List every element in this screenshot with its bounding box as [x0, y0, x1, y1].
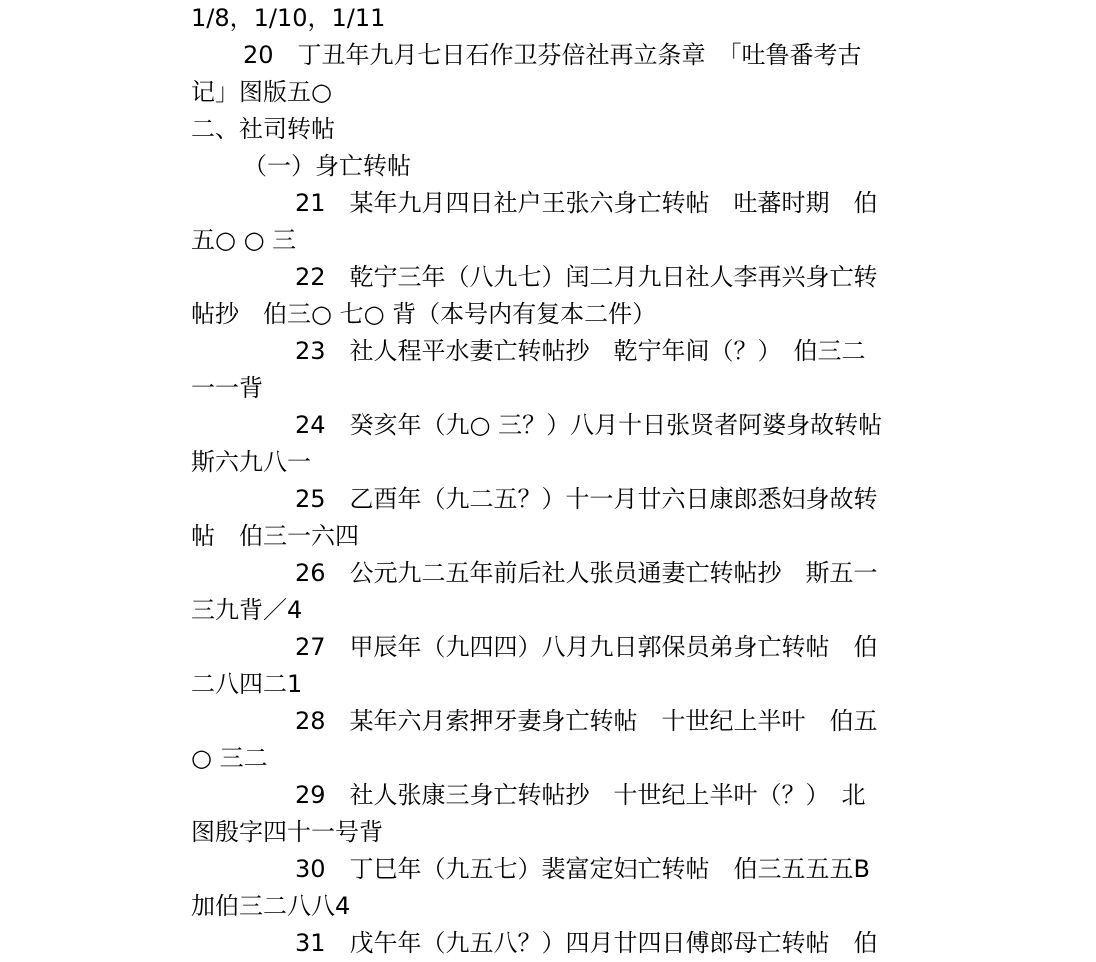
text-line: 帖抄 伯三○ 七○ 背（本号内有复本二件） [191, 300, 657, 328]
text-line: ○ 三二 [191, 744, 268, 772]
text-line: 28 某年六月索押牙妻身亡转帖 十世纪上半叶 伯五 [295, 707, 878, 735]
text-line: 31 戊午年（九五八？）四月廿四日傅郎母亡转帖 伯 [295, 929, 878, 957]
document-page [191, 0, 931, 962]
text-line: 21 某年九月四日社户王张六身亡转帖 吐蕃时期 伯 [295, 189, 878, 217]
text-line: 图殷字四十一号背 [191, 818, 383, 846]
text-line: 30 丁巳年（九五七）裴富定妇亡转帖 伯三五五五B [295, 855, 871, 883]
text-line: 三九背／4 [191, 596, 303, 624]
text-line: 23 社人程平水妻亡转帖抄 乾宁年间（？） 伯三二 [295, 337, 866, 365]
text-line: 1/8，1/10，1/11 [191, 4, 386, 32]
text-line: 斯六九八一 [191, 448, 311, 476]
text-line: 五○ ○ 三 [191, 226, 297, 254]
text-line: 记」图版五○ [191, 78, 332, 106]
text-line: 加伯三二八八4 [191, 892, 351, 920]
text-line: 24 癸亥年（九○ 三？）八月十日张贤者阿婆身故转帖 [295, 411, 883, 439]
text-line: 二八四二1 [191, 670, 303, 698]
text-line: 25 乙酉年（九二五？）十一月廿六日康郎悉妇身故转 [295, 485, 878, 513]
text-line: 20 丁丑年九月七日石作卫芬倍社再立条章 「吐鲁番考古 [243, 41, 862, 69]
text-line: 29 社人张康三身亡转帖抄 十世纪上半叶（？） 北 [295, 781, 866, 809]
text-line: 一一背 [191, 374, 263, 402]
text-line: 22 乾宁三年（八九七）闰二月九日社人李再兴身亡转 [295, 263, 878, 291]
text-line: 26 公元九二五年前后社人张员通妻亡转帖抄 斯五一 [295, 559, 878, 587]
subsection-heading: （一）身亡转帖 [243, 152, 411, 180]
section-heading: 二、社司转帖 [191, 115, 335, 143]
text-line: 帖 伯三一六四 [191, 522, 359, 550]
text-line: 27 甲辰年（九四四）八月九日郭保员弟身亡转帖 伯 [295, 633, 878, 661]
